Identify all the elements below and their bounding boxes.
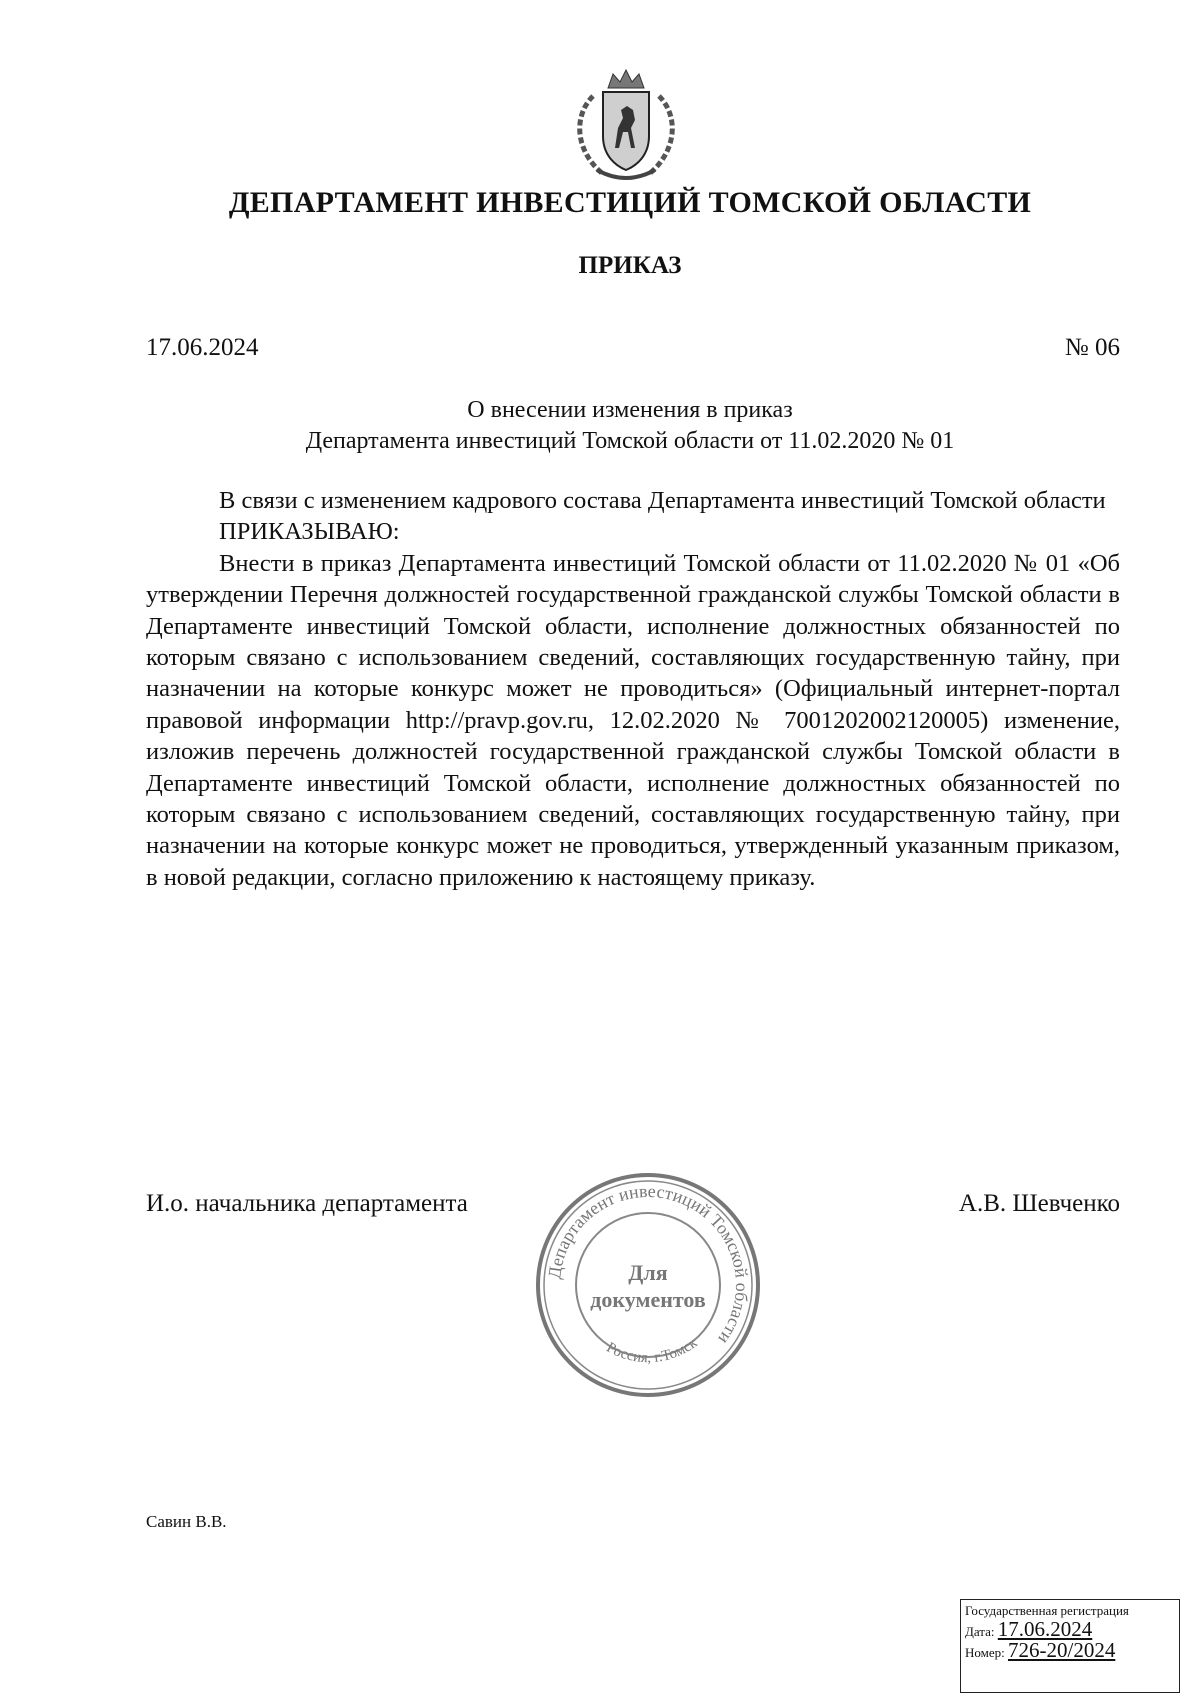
registration-number-value: 726-20/2024 <box>1008 1638 1116 1662</box>
stamp-bottom-text: Россия, г.Томск <box>603 1335 701 1367</box>
body-paragraph-order: ПРИКАЗЫВАЮ: <box>219 518 400 546</box>
document-type: ПРИКАЗ <box>578 252 682 279</box>
registration-number-label: Номер: <box>965 1645 1005 1660</box>
registration-title: Государственная регистрация <box>965 1603 1129 1618</box>
registration-box <box>960 1599 1180 1693</box>
registration-date-value: 17.06.2024 <box>997 1617 1093 1641</box>
signatory-position: И.о. начальника департамента <box>146 1190 468 1217</box>
stamp-center-line-1: Для <box>628 1260 668 1285</box>
executor-name: Савин В.В. <box>146 1512 227 1531</box>
coat-of-arms-icon <box>563 66 689 186</box>
subject-line-1: О внесении изменения в приказ <box>467 397 793 423</box>
stamp-center-line-2: документов <box>590 1287 706 1312</box>
body-paragraph-reason: В связи с изменением кадрового состава Департамента инвестиций Томской области <box>219 487 1106 514</box>
order-subject <box>0 395 1200 457</box>
order-date: 17.06.2024 <box>146 334 259 361</box>
subject-line-2: Департамента инвестиций Томской области от 11.02.2020 № 01 <box>305 428 955 454</box>
order-number: № 06 <box>1064 334 1120 361</box>
body-paragraph-content: Внести в приказ Департамента инвестиций Томской области от 11.02.2020 № 01 «Об утверждении Перечня должностей государственной гражданской службы Томской области в Департаменте инвестиций Томской области, исполнение должностных обязанностей по которым связано с использованием сведений, составляющих государственную тайну, при назначении на которые конкурс может не проводиться» (Официальный интернет-портал правовой информации http://pravp.gov.ru, 12.02.2020 № 7001202002120005) изменение, изложив перечень должностей государственной гражданской службы Томской области в Департаменте инвестиций Томской области, исполнение должностных обязанностей по которым связано с использованием сведений, составляющих государственную тайну, при назначении на которые конкурс может не проводиться, утвержденный указанным приказом, в новой редакции, согласно приложению к настоящему приказу. <box>146 549 1120 891</box>
department-title: ДЕПАРТАМЕНТ ИНВЕСТИЦИЙ ТОМСКОЙ ОБЛАСТИ <box>228 186 1032 219</box>
official-stamp <box>533 1170 763 1400</box>
stamp-ring-text: Департамент инвестиций Томской области <box>544 1180 753 1349</box>
order-body <box>146 485 1120 893</box>
registration-date-label: Дата: <box>965 1624 995 1639</box>
signatory-name: А.В. Шевченко <box>958 1190 1120 1217</box>
